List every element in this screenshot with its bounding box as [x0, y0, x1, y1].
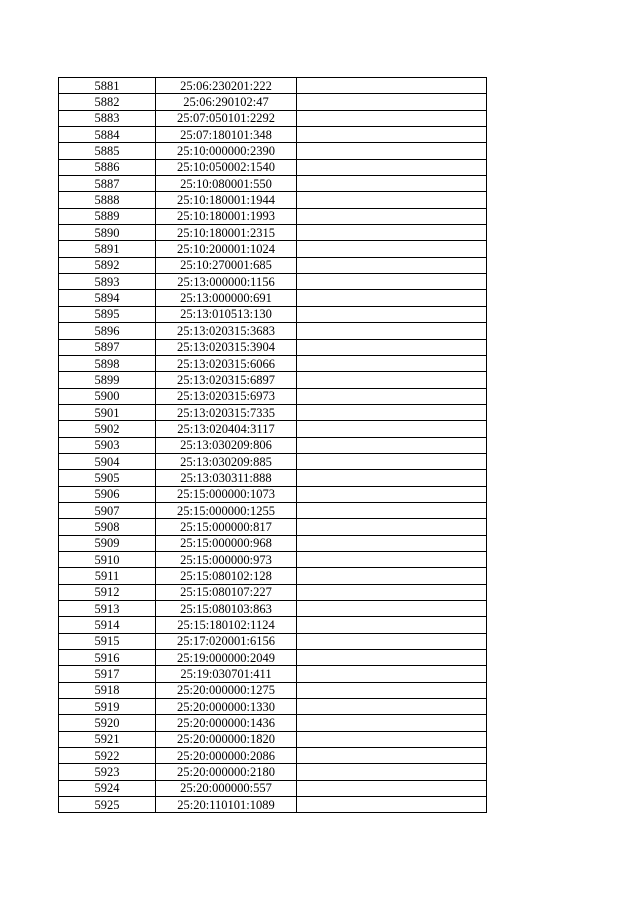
- table-row: [59, 372, 487, 388]
- table-row: [59, 404, 487, 420]
- empty-cell: [297, 355, 487, 371]
- table-row: [59, 127, 487, 143]
- table-row: [59, 797, 487, 813]
- row-number-cell: 5883: [59, 110, 156, 126]
- table-row: [59, 633, 487, 649]
- table-row: [59, 388, 487, 404]
- empty-cell: [297, 404, 487, 420]
- empty-cell: [297, 797, 487, 813]
- row-number-cell: 5922: [59, 748, 156, 764]
- table-row: [59, 764, 487, 780]
- cadastral-number-table: [58, 77, 487, 813]
- row-number-cell: 5924: [59, 780, 156, 796]
- cadastral-number-cell: 25:20:000000:1820: [156, 731, 297, 747]
- row-number-cell: 5884: [59, 127, 156, 143]
- table-body: [59, 78, 487, 813]
- cadastral-number-cell: 25:20:000000:2086: [156, 748, 297, 764]
- empty-cell: [297, 290, 487, 306]
- empty-cell: [297, 584, 487, 600]
- row-number-cell: 5896: [59, 323, 156, 339]
- table-row: [59, 159, 487, 175]
- table-row: [59, 241, 487, 257]
- cadastral-number-cell: 25:15:000000:968: [156, 535, 297, 551]
- row-number-cell: 5888: [59, 192, 156, 208]
- row-number-cell: 5919: [59, 699, 156, 715]
- empty-cell: [297, 257, 487, 273]
- cadastral-number-cell: 25:07:050101:2292: [156, 110, 297, 126]
- row-number-cell: 5905: [59, 470, 156, 486]
- table-row: [59, 421, 487, 437]
- empty-cell: [297, 650, 487, 666]
- empty-cell: [297, 748, 487, 764]
- cadastral-number-cell: 25:15:080102:128: [156, 568, 297, 584]
- row-number-cell: 5916: [59, 650, 156, 666]
- table-row: [59, 715, 487, 731]
- empty-cell: [297, 110, 487, 126]
- row-number-cell: 5917: [59, 666, 156, 682]
- table-row: [59, 339, 487, 355]
- row-number-cell: 5920: [59, 715, 156, 731]
- row-number-cell: 5881: [59, 78, 156, 94]
- cadastral-number-cell: 25:10:180001:1993: [156, 208, 297, 224]
- empty-cell: [297, 388, 487, 404]
- row-number-cell: 5882: [59, 94, 156, 110]
- table-row: [59, 568, 487, 584]
- empty-cell: [297, 715, 487, 731]
- cadastral-number-cell: 25:15:000000:817: [156, 519, 297, 535]
- empty-cell: [297, 192, 487, 208]
- table-row: [59, 78, 487, 94]
- empty-cell: [297, 127, 487, 143]
- empty-cell: [297, 764, 487, 780]
- table-row: [59, 192, 487, 208]
- table-row: [59, 274, 487, 290]
- empty-cell: [297, 682, 487, 698]
- row-number-cell: 5902: [59, 421, 156, 437]
- empty-cell: [297, 241, 487, 257]
- table-row: [59, 306, 487, 322]
- cadastral-number-cell: 25:19:000000:2049: [156, 650, 297, 666]
- empty-cell: [297, 274, 487, 290]
- empty-cell: [297, 208, 487, 224]
- row-number-cell: 5904: [59, 453, 156, 469]
- row-number-cell: 5915: [59, 633, 156, 649]
- empty-cell: [297, 159, 487, 175]
- cadastral-number-cell: 25:13:020315:6897: [156, 372, 297, 388]
- row-number-cell: 5908: [59, 519, 156, 535]
- row-number-cell: 5901: [59, 404, 156, 420]
- empty-cell: [297, 372, 487, 388]
- cadastral-number-cell: 25:20:000000:1436: [156, 715, 297, 731]
- table-row: [59, 290, 487, 306]
- empty-cell: [297, 339, 487, 355]
- cadastral-number-cell: 25:13:000000:691: [156, 290, 297, 306]
- table-row: [59, 551, 487, 567]
- empty-cell: [297, 535, 487, 551]
- table-row: [59, 208, 487, 224]
- table-row: [59, 666, 487, 682]
- empty-cell: [297, 519, 487, 535]
- table-row: [59, 453, 487, 469]
- empty-cell: [297, 176, 487, 192]
- table-row: [59, 650, 487, 666]
- table-row: [59, 176, 487, 192]
- row-number-cell: 5923: [59, 764, 156, 780]
- cadastral-number-cell: 25:10:080001:550: [156, 176, 297, 192]
- empty-cell: [297, 617, 487, 633]
- table-row: [59, 355, 487, 371]
- empty-cell: [297, 551, 487, 567]
- cadastral-number-cell: 25:13:030311:888: [156, 470, 297, 486]
- cadastral-number-cell: 25:15:080107:227: [156, 584, 297, 600]
- row-number-cell: 5899: [59, 372, 156, 388]
- row-number-cell: 5911: [59, 568, 156, 584]
- cadastral-number-cell: 25:20:000000:2180: [156, 764, 297, 780]
- table-row: [59, 682, 487, 698]
- empty-cell: [297, 486, 487, 502]
- row-number-cell: 5906: [59, 486, 156, 502]
- row-number-cell: 5890: [59, 225, 156, 241]
- row-number-cell: 5895: [59, 306, 156, 322]
- row-number-cell: 5914: [59, 617, 156, 633]
- cadastral-number-cell: 25:13:030209:806: [156, 437, 297, 453]
- cadastral-number-cell: 25:13:020315:6066: [156, 355, 297, 371]
- cadastral-number-cell: 25:06:290102:47: [156, 94, 297, 110]
- table-row: [59, 617, 487, 633]
- table-row: [59, 257, 487, 273]
- cadastral-number-cell: 25:15:080103:863: [156, 601, 297, 617]
- cadastral-number-cell: 25:13:020315:3683: [156, 323, 297, 339]
- table-row: [59, 601, 487, 617]
- empty-cell: [297, 143, 487, 159]
- table-row: [59, 143, 487, 159]
- row-number-cell: 5910: [59, 551, 156, 567]
- cadastral-number-cell: 25:13:020315:3904: [156, 339, 297, 355]
- row-number-cell: 5918: [59, 682, 156, 698]
- row-number-cell: 5885: [59, 143, 156, 159]
- cadastral-number-cell: 25:06:230201:222: [156, 78, 297, 94]
- empty-cell: [297, 699, 487, 715]
- cadastral-number-cell: 25:10:180001:2315: [156, 225, 297, 241]
- cadastral-number-cell: 25:17:020001:6156: [156, 633, 297, 649]
- table-row: [59, 437, 487, 453]
- table-row: [59, 584, 487, 600]
- empty-cell: [297, 94, 487, 110]
- empty-cell: [297, 225, 487, 241]
- row-number-cell: 5909: [59, 535, 156, 551]
- table-row: [59, 470, 487, 486]
- table-row: [59, 535, 487, 551]
- table-row: [59, 323, 487, 339]
- row-number-cell: 5898: [59, 355, 156, 371]
- cadastral-number-cell: 25:13:020315:6973: [156, 388, 297, 404]
- row-number-cell: 5889: [59, 208, 156, 224]
- cadastral-number-cell: 25:20:000000:1275: [156, 682, 297, 698]
- cadastral-number-cell: 25:13:020404:3117: [156, 421, 297, 437]
- empty-cell: [297, 731, 487, 747]
- empty-cell: [297, 437, 487, 453]
- row-number-cell: 5894: [59, 290, 156, 306]
- row-number-cell: 5925: [59, 797, 156, 813]
- cadastral-number-cell: 25:20:000000:1330: [156, 699, 297, 715]
- table-row: [59, 225, 487, 241]
- empty-cell: [297, 306, 487, 322]
- empty-cell: [297, 780, 487, 796]
- empty-cell: [297, 568, 487, 584]
- cadastral-number-cell: 25:13:020315:7335: [156, 404, 297, 420]
- cadastral-number-cell: 25:15:000000:973: [156, 551, 297, 567]
- empty-cell: [297, 470, 487, 486]
- cadastral-number-cell: 25:13:010513:130: [156, 306, 297, 322]
- empty-cell: [297, 502, 487, 518]
- cadastral-number-cell: 25:13:030209:885: [156, 453, 297, 469]
- cadastral-number-cell: 25:20:000000:557: [156, 780, 297, 796]
- table-row: [59, 748, 487, 764]
- empty-cell: [297, 633, 487, 649]
- table-row: [59, 731, 487, 747]
- table-row: [59, 519, 487, 535]
- row-number-cell: 5893: [59, 274, 156, 290]
- empty-cell: [297, 601, 487, 617]
- row-number-cell: 5912: [59, 584, 156, 600]
- cadastral-number-cell: 25:13:000000:1156: [156, 274, 297, 290]
- cadastral-number-cell: 25:10:000000:2390: [156, 143, 297, 159]
- cadastral-number-cell: 25:10:050002:1540: [156, 159, 297, 175]
- row-number-cell: 5921: [59, 731, 156, 747]
- table-row: [59, 502, 487, 518]
- row-number-cell: 5913: [59, 601, 156, 617]
- row-number-cell: 5907: [59, 502, 156, 518]
- table-row: [59, 110, 487, 126]
- row-number-cell: 5886: [59, 159, 156, 175]
- table-row: [59, 94, 487, 110]
- empty-cell: [297, 666, 487, 682]
- cadastral-number-cell: 25:10:270001:685: [156, 257, 297, 273]
- row-number-cell: 5887: [59, 176, 156, 192]
- row-number-cell: 5900: [59, 388, 156, 404]
- table-row: [59, 780, 487, 796]
- cadastral-number-cell: 25:15:180102:1124: [156, 617, 297, 633]
- table-row: [59, 699, 487, 715]
- row-number-cell: 5891: [59, 241, 156, 257]
- cadastral-number-cell: 25:10:200001:1024: [156, 241, 297, 257]
- cadastral-number-cell: 25:15:000000:1073: [156, 486, 297, 502]
- row-number-cell: 5892: [59, 257, 156, 273]
- cadastral-number-cell: 25:15:000000:1255: [156, 502, 297, 518]
- cadastral-number-cell: 25:10:180001:1944: [156, 192, 297, 208]
- empty-cell: [297, 453, 487, 469]
- empty-cell: [297, 78, 487, 94]
- table-row: [59, 486, 487, 502]
- cadastral-number-cell: 25:20:110101:1089: [156, 797, 297, 813]
- empty-cell: [297, 421, 487, 437]
- row-number-cell: 5903: [59, 437, 156, 453]
- cadastral-number-cell: 25:07:180101:348: [156, 127, 297, 143]
- row-number-cell: 5897: [59, 339, 156, 355]
- empty-cell: [297, 323, 487, 339]
- cadastral-number-cell: 25:19:030701:411: [156, 666, 297, 682]
